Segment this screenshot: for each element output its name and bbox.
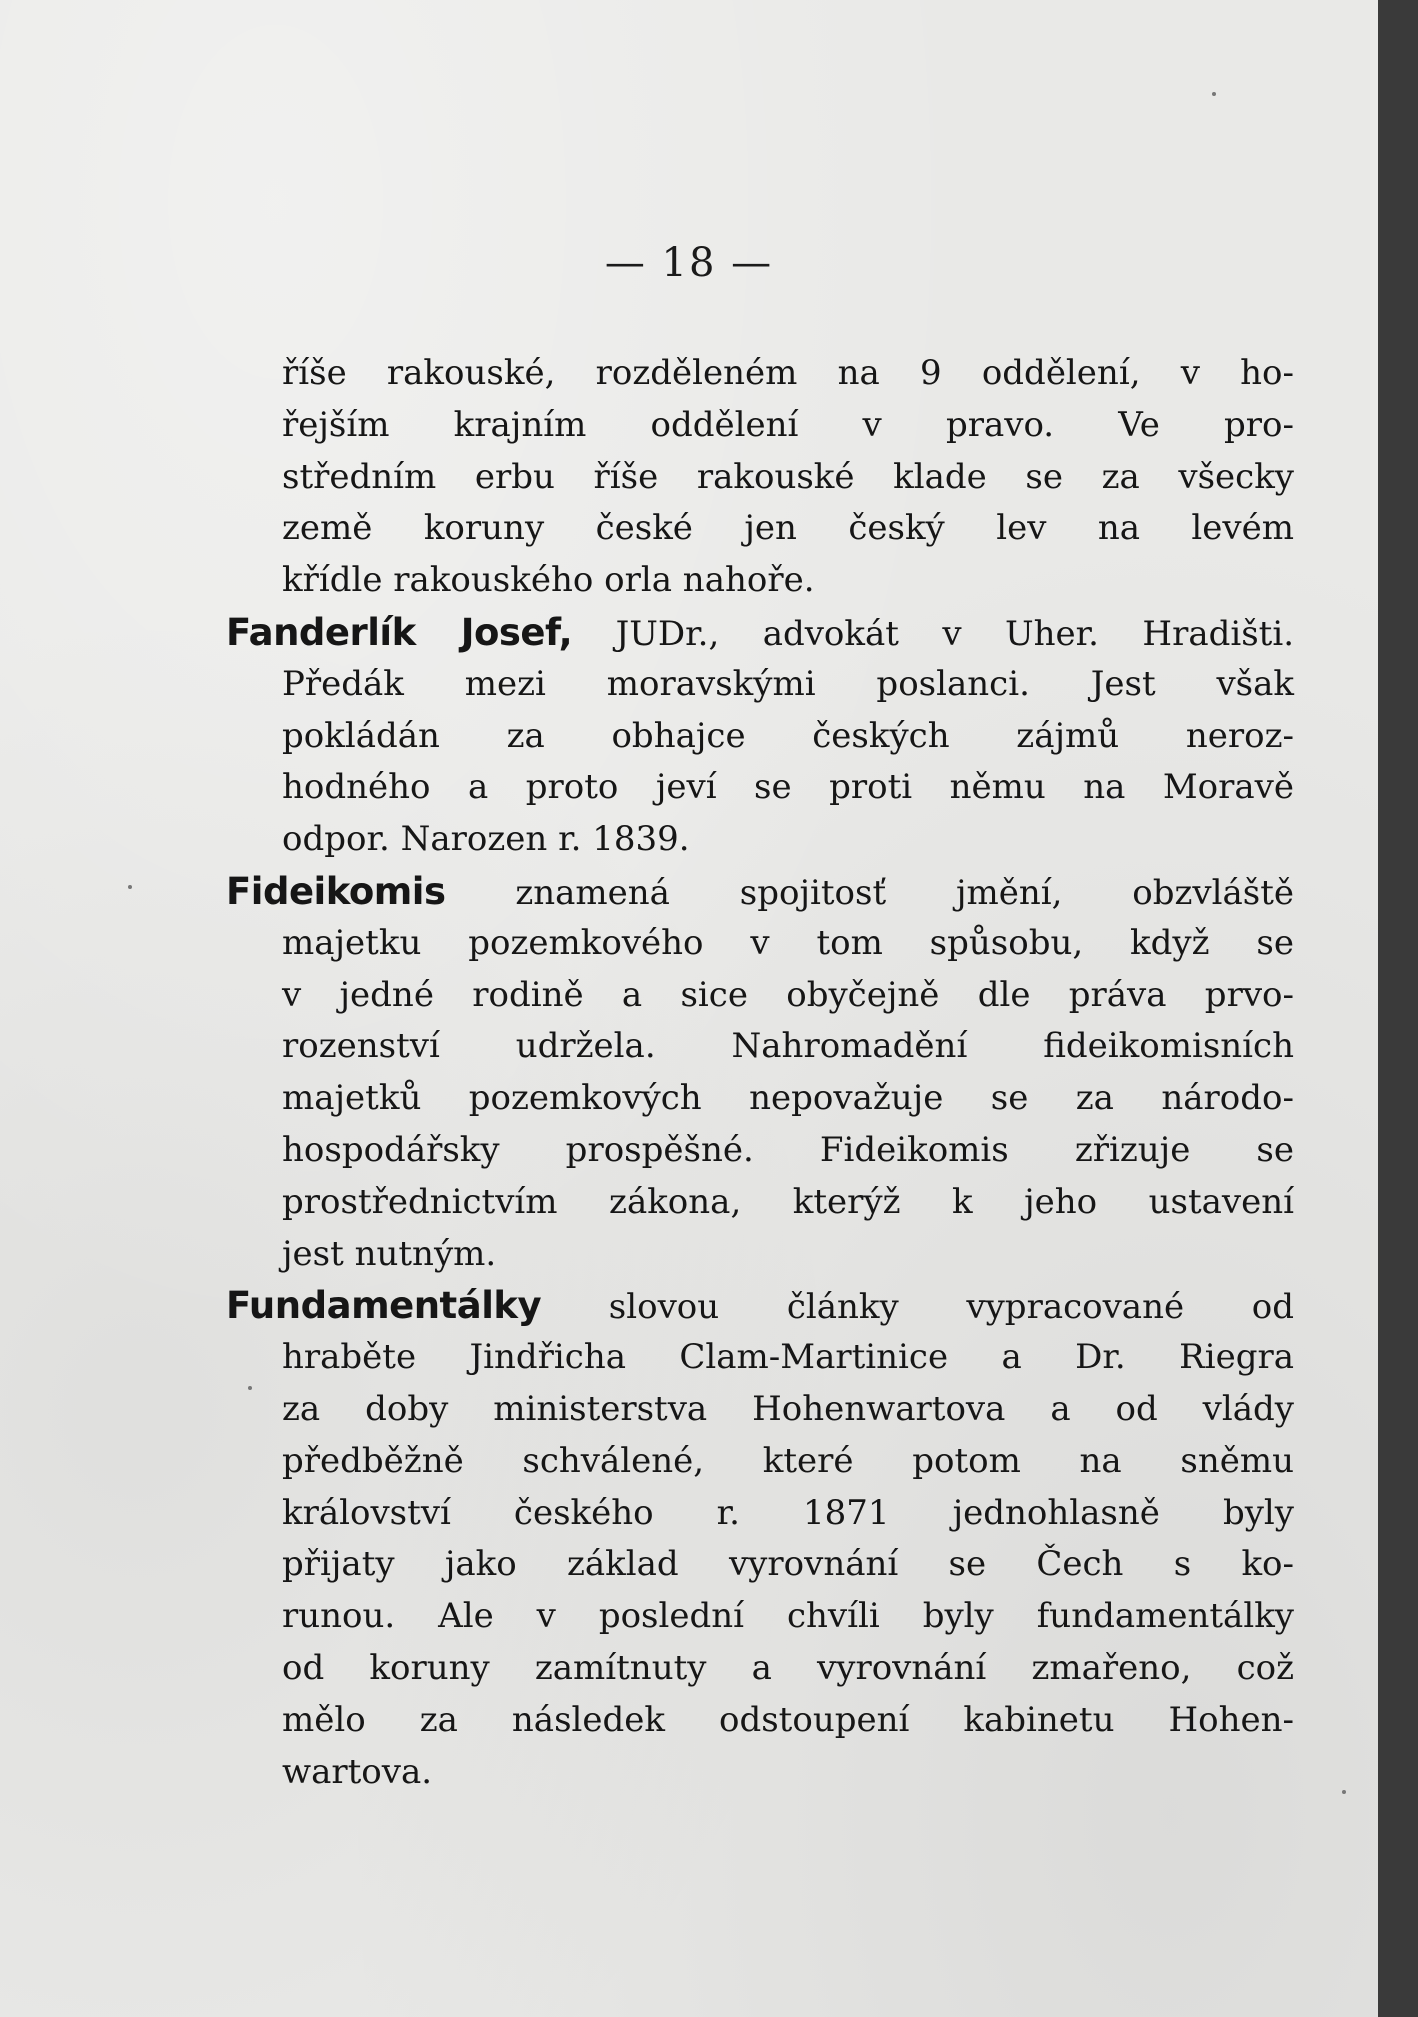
- text-line: Předák mezi moravskými poslanci. Jest však: [282, 663, 1294, 704]
- text-line: říše rakouské, rozděleném na 9 oddělení, v ho-: [282, 353, 1294, 393]
- paper-speck: [1212, 92, 1216, 96]
- text-line: runou. Ale v poslední chvíli byly fundamentálky: [282, 1596, 1294, 1637]
- text-line: majetků pozemkových nepovažuje se za národo-: [282, 1078, 1294, 1119]
- paper-speck: [1342, 1790, 1346, 1794]
- text-line: předběžně schválené, které potom na sněmu: [282, 1440, 1294, 1481]
- text-line: království českého r. 1871 jednohlasně byly: [282, 1492, 1294, 1533]
- text-line: majetku pozemkového v tom spůsobu, když se: [282, 922, 1294, 963]
- entry-heading-fundamentalky: Fundamentálky: [226, 1284, 542, 1328]
- paper-speck: [248, 1386, 252, 1390]
- text-line: hospodářsky prospěšné. Fideikomis zřizuje se: [282, 1129, 1294, 1170]
- body-text: [226, 348, 1295, 1798]
- text-line: rozenství udržela. Nahromadění fideikomisních: [282, 1026, 1294, 1067]
- text-line: odpor. Narozen r. 1839.: [282, 819, 690, 860]
- entry-line-fundamentalky: Fundamentálky slovou články vypracované od: [226, 1284, 1294, 1328]
- text-line: přijaty jako základ vyrovnání se Čech s ko-: [282, 1544, 1294, 1585]
- text-line: křídle rakouského orla nahoře.: [282, 560, 815, 601]
- text-line: wartova.: [282, 1751, 433, 1792]
- text-line: hodného a proto jeví se proti němu na Moravě: [282, 767, 1294, 808]
- entry-heading-fideikomis: Fideikomis: [226, 869, 446, 913]
- text-line: od koruny zamítnuty a vyrovnání zmařeno, což: [282, 1647, 1294, 1688]
- paper-speck: [128, 885, 132, 889]
- entry-line-fanderlik: Fanderlík Josef, JUDr., advokát v Uher. Hradišti.: [226, 610, 1295, 654]
- text-line: středním erbu říše rakouské klade se za všecky: [282, 456, 1294, 497]
- entry-line-fideikomis: Fideikomis znamená spojitosť jmění, obzvláště: [226, 869, 1294, 913]
- page-number: — 18 —: [604, 240, 774, 286]
- text-line: hraběte Jindřicha Clam-Martinice a Dr. Riegra: [282, 1337, 1294, 1378]
- text-line: země koruny české jen český lev na levém: [282, 508, 1294, 549]
- text-line: jest nutným.: [282, 1233, 497, 1274]
- text-line: mělo za následek odstoupení kabinetu Hohen-: [282, 1699, 1294, 1740]
- entry-heading-fanderlik: Fanderlík Josef,: [226, 610, 573, 654]
- text-line: řejším krajním oddělení v pravo. Ve pro-: [282, 404, 1294, 445]
- text-line: pokládán za obhajce českých zájmů neroz-: [282, 715, 1294, 756]
- text-line: prostřednictvím zákona, kterýž k jeho ustavení: [282, 1181, 1294, 1222]
- text-line: za doby ministerstva Hohenwartova a od vlády: [282, 1388, 1294, 1429]
- text-line: v jedné rodině a sice obyčejně dle práva prvo-: [282, 974, 1294, 1015]
